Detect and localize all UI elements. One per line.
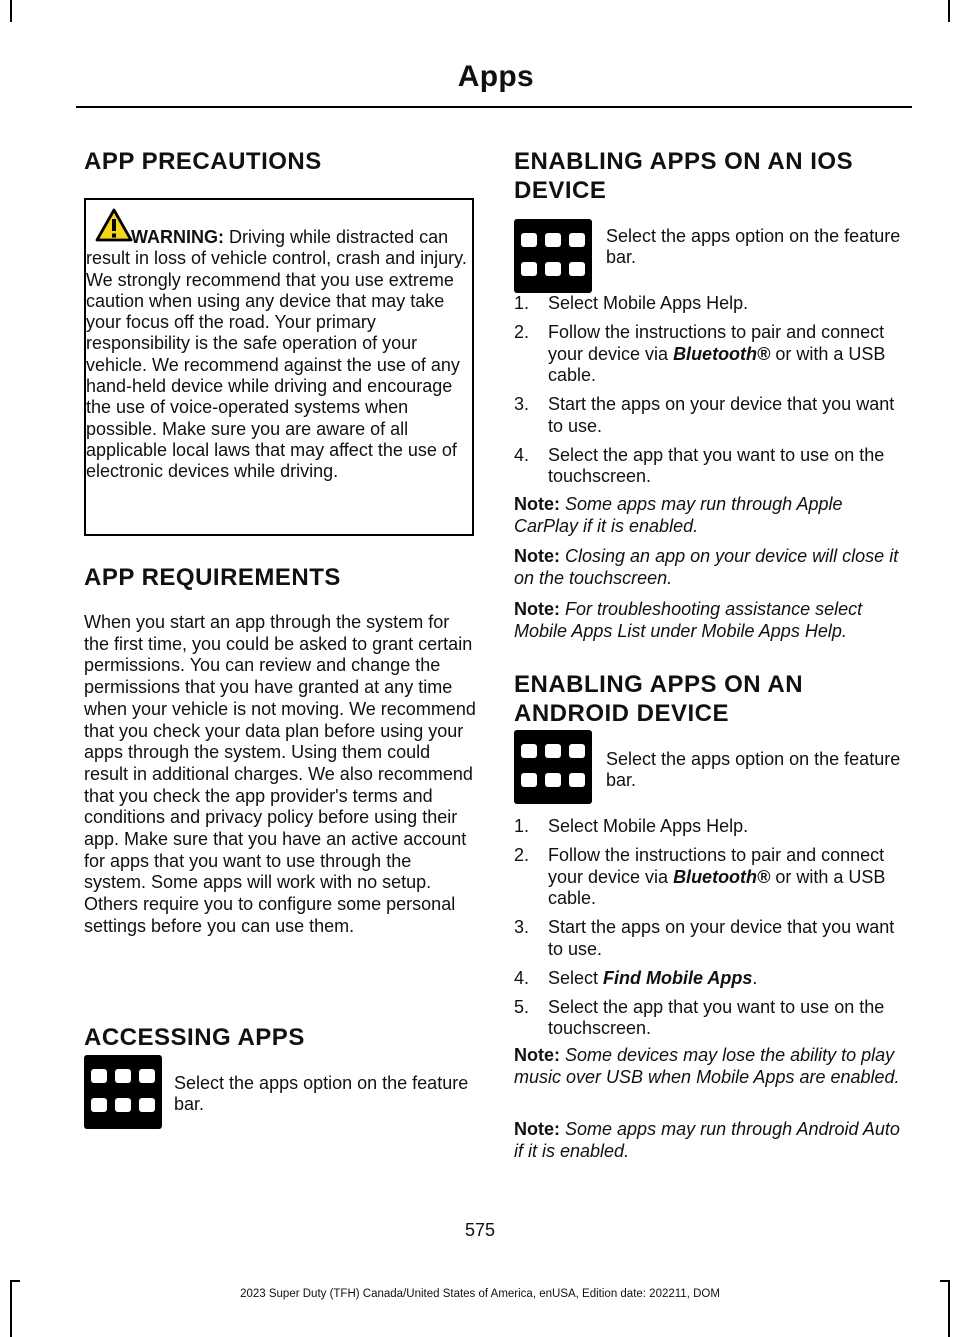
section-heading-ios-line1: ENABLING APPS ON AN IOS (514, 148, 854, 175)
page-title: Apps (457, 60, 534, 93)
section-heading-android-line1: ENABLING APPS ON AN (514, 671, 804, 698)
list-item: 2. Follow the instructions to pair and connect your device via Bluetooth® or with a USB cable. (514, 322, 886, 385)
list-item: 2. Follow the instructions to pair and connect your device via Bluetooth® or with a USB cable. (514, 845, 886, 908)
list-item: 5. Select the app that you want to use on the touchscreen. (514, 996, 885, 1038)
apps-grid-icon (514, 219, 592, 293)
section-heading-accessing-apps: ACCESSING APPS (84, 1024, 305, 1051)
warning-box (84, 198, 474, 536)
crop-mark (948, 0, 950, 22)
list-item: 1. Select Mobile Apps Help. (514, 816, 749, 836)
section-heading-app-requirements: APP REQUIREMENTS (84, 564, 341, 591)
note: Note: Some devices may lose the ability to play music over USB when Mobile Apps are enabled. (514, 1045, 900, 1087)
list-item: 3. Start the apps on your device that you want to use. (514, 917, 895, 959)
crop-mark (940, 1280, 950, 1282)
list-item: 3. Start the apps on your device that you want to use. (514, 394, 895, 436)
section-heading-app-precautions: APP PRECAUTIONS (84, 148, 322, 175)
ios-caption: Select the apps option on the feature bar. (606, 226, 901, 267)
list-item: 1. Select Mobile Apps Help. (514, 293, 749, 313)
page-number: 575 (464, 1220, 496, 1240)
footer-text: 2023 Super Duty (TFH) Canada/United States of America, enUSA, Edition date: 202211, DOM (240, 1288, 720, 1300)
warning-body: Driving while distracted can result in loss of vehicle control, crash and injury. We strongly recommend that you use extreme caution when using any device that may take your focus off the road. Your primary responsibility is the safe operation of your vehicle. We recommend against the use of any hand-held device while driving and encourage the use of voice-operated systems when possible. Make sure you are aware of all applicable local laws that may affect the use of electronic devices while driving. (86, 227, 467, 482)
android-steps-list (514, 816, 908, 1047)
accessing-caption: Select the apps option on the feature bar. (174, 1073, 469, 1114)
warning-text (86, 227, 476, 483)
android-caption: Select the apps option on the feature bar. (606, 749, 901, 790)
note: Note: Some apps may run through Apple CarPlay if it is enabled. (514, 494, 843, 536)
warning-label: WARNING: (131, 227, 224, 247)
section-heading-android-line2: ANDROID DEVICE (514, 700, 730, 727)
apps-grid-icon (84, 1055, 162, 1129)
note: Note: Closing an app on your device will close it on the touchscreen. (514, 546, 899, 588)
note: Note: For troubleshooting assistance select Mobile Apps List under Mobile Apps Help. (514, 599, 863, 641)
requirements-paragraph: When you start an app through the system for the first time, you could be asked to grant certain permissions. You can review and change the permissions that you have granted at any time when your vehicle is not moving. We recommend that you check your data plan before using your apps through the system. Using them could result in additional charges. We also recommend that you check the app provider's terms and conditions and privacy policy before using their app. Make sure that you have an active account for apps that you want to use through the system. Some apps will work with no setup. Others require you to configure some personal settings before you can use them. (84, 612, 476, 936)
apps-grid-icon (514, 730, 592, 804)
section-heading-ios-line2: DEVICE (514, 177, 607, 204)
list-item: 4. Select Find Mobile Apps. (514, 967, 758, 988)
ios-steps-list (514, 293, 908, 495)
crop-mark (10, 0, 12, 22)
note: Note: Some apps may run through Android Auto if it is enabled. (514, 1119, 900, 1161)
crop-mark (10, 1280, 20, 1282)
list-item: 4. Select the app that you want to use on the touchscreen. (514, 444, 885, 486)
header-divider (76, 106, 912, 108)
